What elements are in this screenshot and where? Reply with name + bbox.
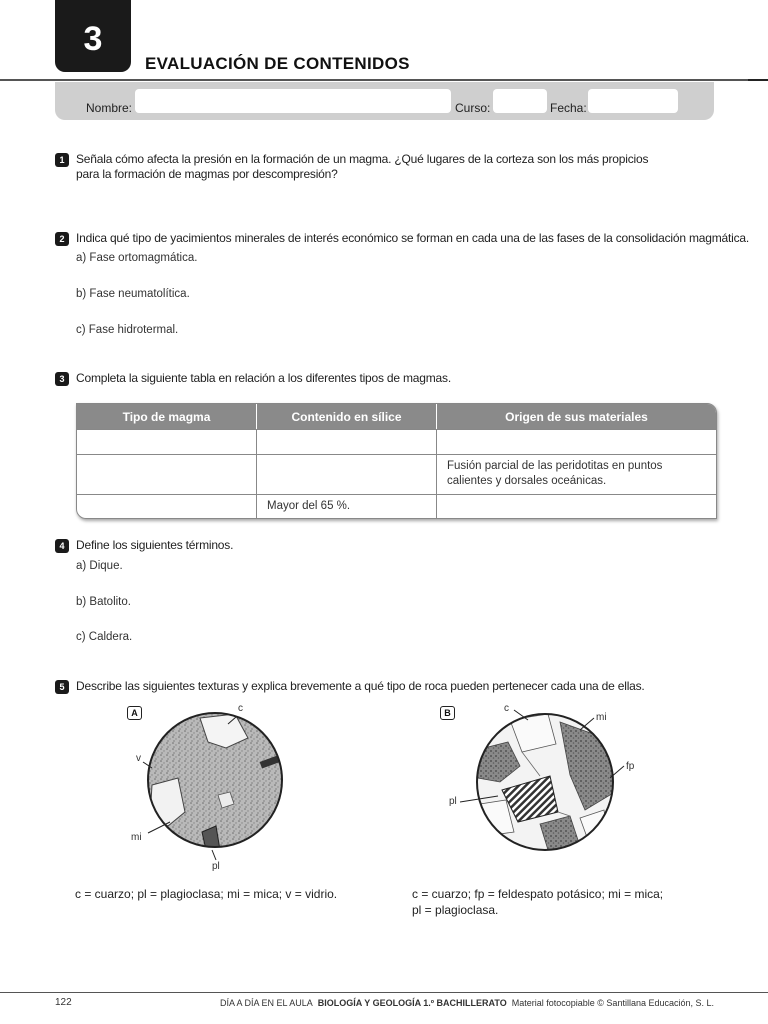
table-cell[interactable] bbox=[257, 429, 437, 454]
table-cell[interactable] bbox=[77, 454, 257, 494]
question-2-text: Indica qué tipo de yacimientos minerales de interés económico se forman en cada una de las fases de la consolidación magmática. bbox=[76, 231, 749, 245]
figure-b-caption-line-2: pl = plagioclasa. bbox=[412, 903, 499, 917]
question-2-item-c: c) Fase hidrotermal. bbox=[76, 324, 179, 336]
page-number: 122 bbox=[55, 997, 72, 1008]
question-4-item-c: c) Caldera. bbox=[76, 631, 133, 643]
curso-label: Curso: bbox=[455, 101, 491, 115]
table-cell[interactable] bbox=[77, 429, 257, 454]
table-header-origen: Origen de sus materiales bbox=[437, 404, 716, 429]
figure-a-label-pl: pl bbox=[212, 861, 220, 872]
question-2-item-a: a) Fase ortomagmática. bbox=[76, 252, 198, 264]
footer-series: DÍA A DÍA EN EL AULA bbox=[220, 998, 313, 1008]
question-5-number: 5 bbox=[55, 680, 69, 694]
nombre-field[interactable] bbox=[135, 89, 451, 113]
table-cell[interactable] bbox=[437, 429, 716, 454]
fecha-field[interactable] bbox=[588, 89, 678, 113]
question-1-line-1: Señala cómo afecta la presión en la formación de un magma. ¿Qué lugares de la corteza son los más propicios bbox=[76, 152, 649, 166]
page-title: EVALUACIÓN DE CONTENIDOS bbox=[145, 54, 410, 73]
footer-rule bbox=[0, 992, 768, 993]
question-3-text: Completa la siguiente tabla en relación a los diferentes tipos de magmas. bbox=[76, 371, 451, 385]
table-row bbox=[77, 454, 716, 494]
table-cell[interactable] bbox=[437, 494, 716, 518]
question-4-number: 4 bbox=[55, 539, 69, 553]
figure-b-tag: B bbox=[440, 706, 455, 720]
figure-a-caption: c = cuarzo; pl = plagioclasa; mi = mica; v = vidrio. bbox=[75, 887, 338, 901]
figure-b-label-c: c bbox=[504, 703, 509, 714]
table-header-silice: Contenido en sílice bbox=[257, 404, 437, 429]
figure-b-label-fp: fp bbox=[626, 761, 635, 772]
footer-copyright: Material fotocopiable © Santillana Educación, S. L. bbox=[511, 998, 714, 1008]
figure-a-tag: A bbox=[127, 706, 142, 720]
nombre-label: Nombre: bbox=[86, 101, 133, 115]
table-cell[interactable] bbox=[77, 494, 257, 518]
figure-b-label-mi: mi bbox=[596, 712, 607, 723]
question-2-number: 2 bbox=[55, 232, 69, 246]
magma-table bbox=[76, 403, 717, 519]
question-4-item-a: a) Dique. bbox=[76, 560, 123, 572]
figure-b-label-pl: pl bbox=[449, 796, 457, 807]
fecha-label: Fecha: bbox=[550, 101, 587, 115]
footer-subject: BIOLOGÍA Y GEOLOGÍA 1.º BACHILLERATO bbox=[317, 998, 507, 1008]
question-3-number: 3 bbox=[55, 372, 69, 386]
table-cell[interactable] bbox=[257, 454, 437, 494]
footer-credits bbox=[220, 998, 714, 1008]
question-2-item-b: b) Fase neumatolítica. bbox=[76, 288, 190, 300]
table-row bbox=[77, 429, 716, 454]
unit-number-tab: 3 bbox=[55, 0, 131, 72]
question-1-line-2: para la formación de magmas por descompresión? bbox=[76, 167, 338, 181]
question-4-item-b: b) Batolito. bbox=[76, 596, 131, 608]
figure-b-micrograph bbox=[440, 700, 640, 860]
table-header-tipo: Tipo de magma bbox=[77, 404, 257, 429]
table-cell: Fusión parcial de las peridotitas en puntos calientes y dorsales oceánicas. bbox=[437, 454, 716, 494]
table-row bbox=[77, 494, 716, 518]
figure-b-caption-line-1: c = cuarzo; fp = feldespato potásico; mi = mica; bbox=[412, 887, 664, 901]
figure-a-label-v: v bbox=[136, 753, 141, 764]
table-cell: Mayor del 65 %. bbox=[257, 494, 437, 518]
question-4-text: Define los siguientes términos. bbox=[76, 538, 234, 552]
figure-a-micrograph bbox=[130, 700, 300, 880]
figure-a-label-mi: mi bbox=[131, 832, 142, 843]
header-rule-end bbox=[748, 79, 768, 81]
figure-a-label-c: c bbox=[238, 703, 243, 714]
curso-field[interactable] bbox=[493, 89, 547, 113]
header-rule bbox=[0, 79, 768, 81]
question-5-text: Describe las siguientes texturas y explica brevemente a qué tipo de roca pueden pertenecer cada una de ellas. bbox=[76, 679, 645, 693]
question-1-number: 1 bbox=[55, 153, 69, 167]
